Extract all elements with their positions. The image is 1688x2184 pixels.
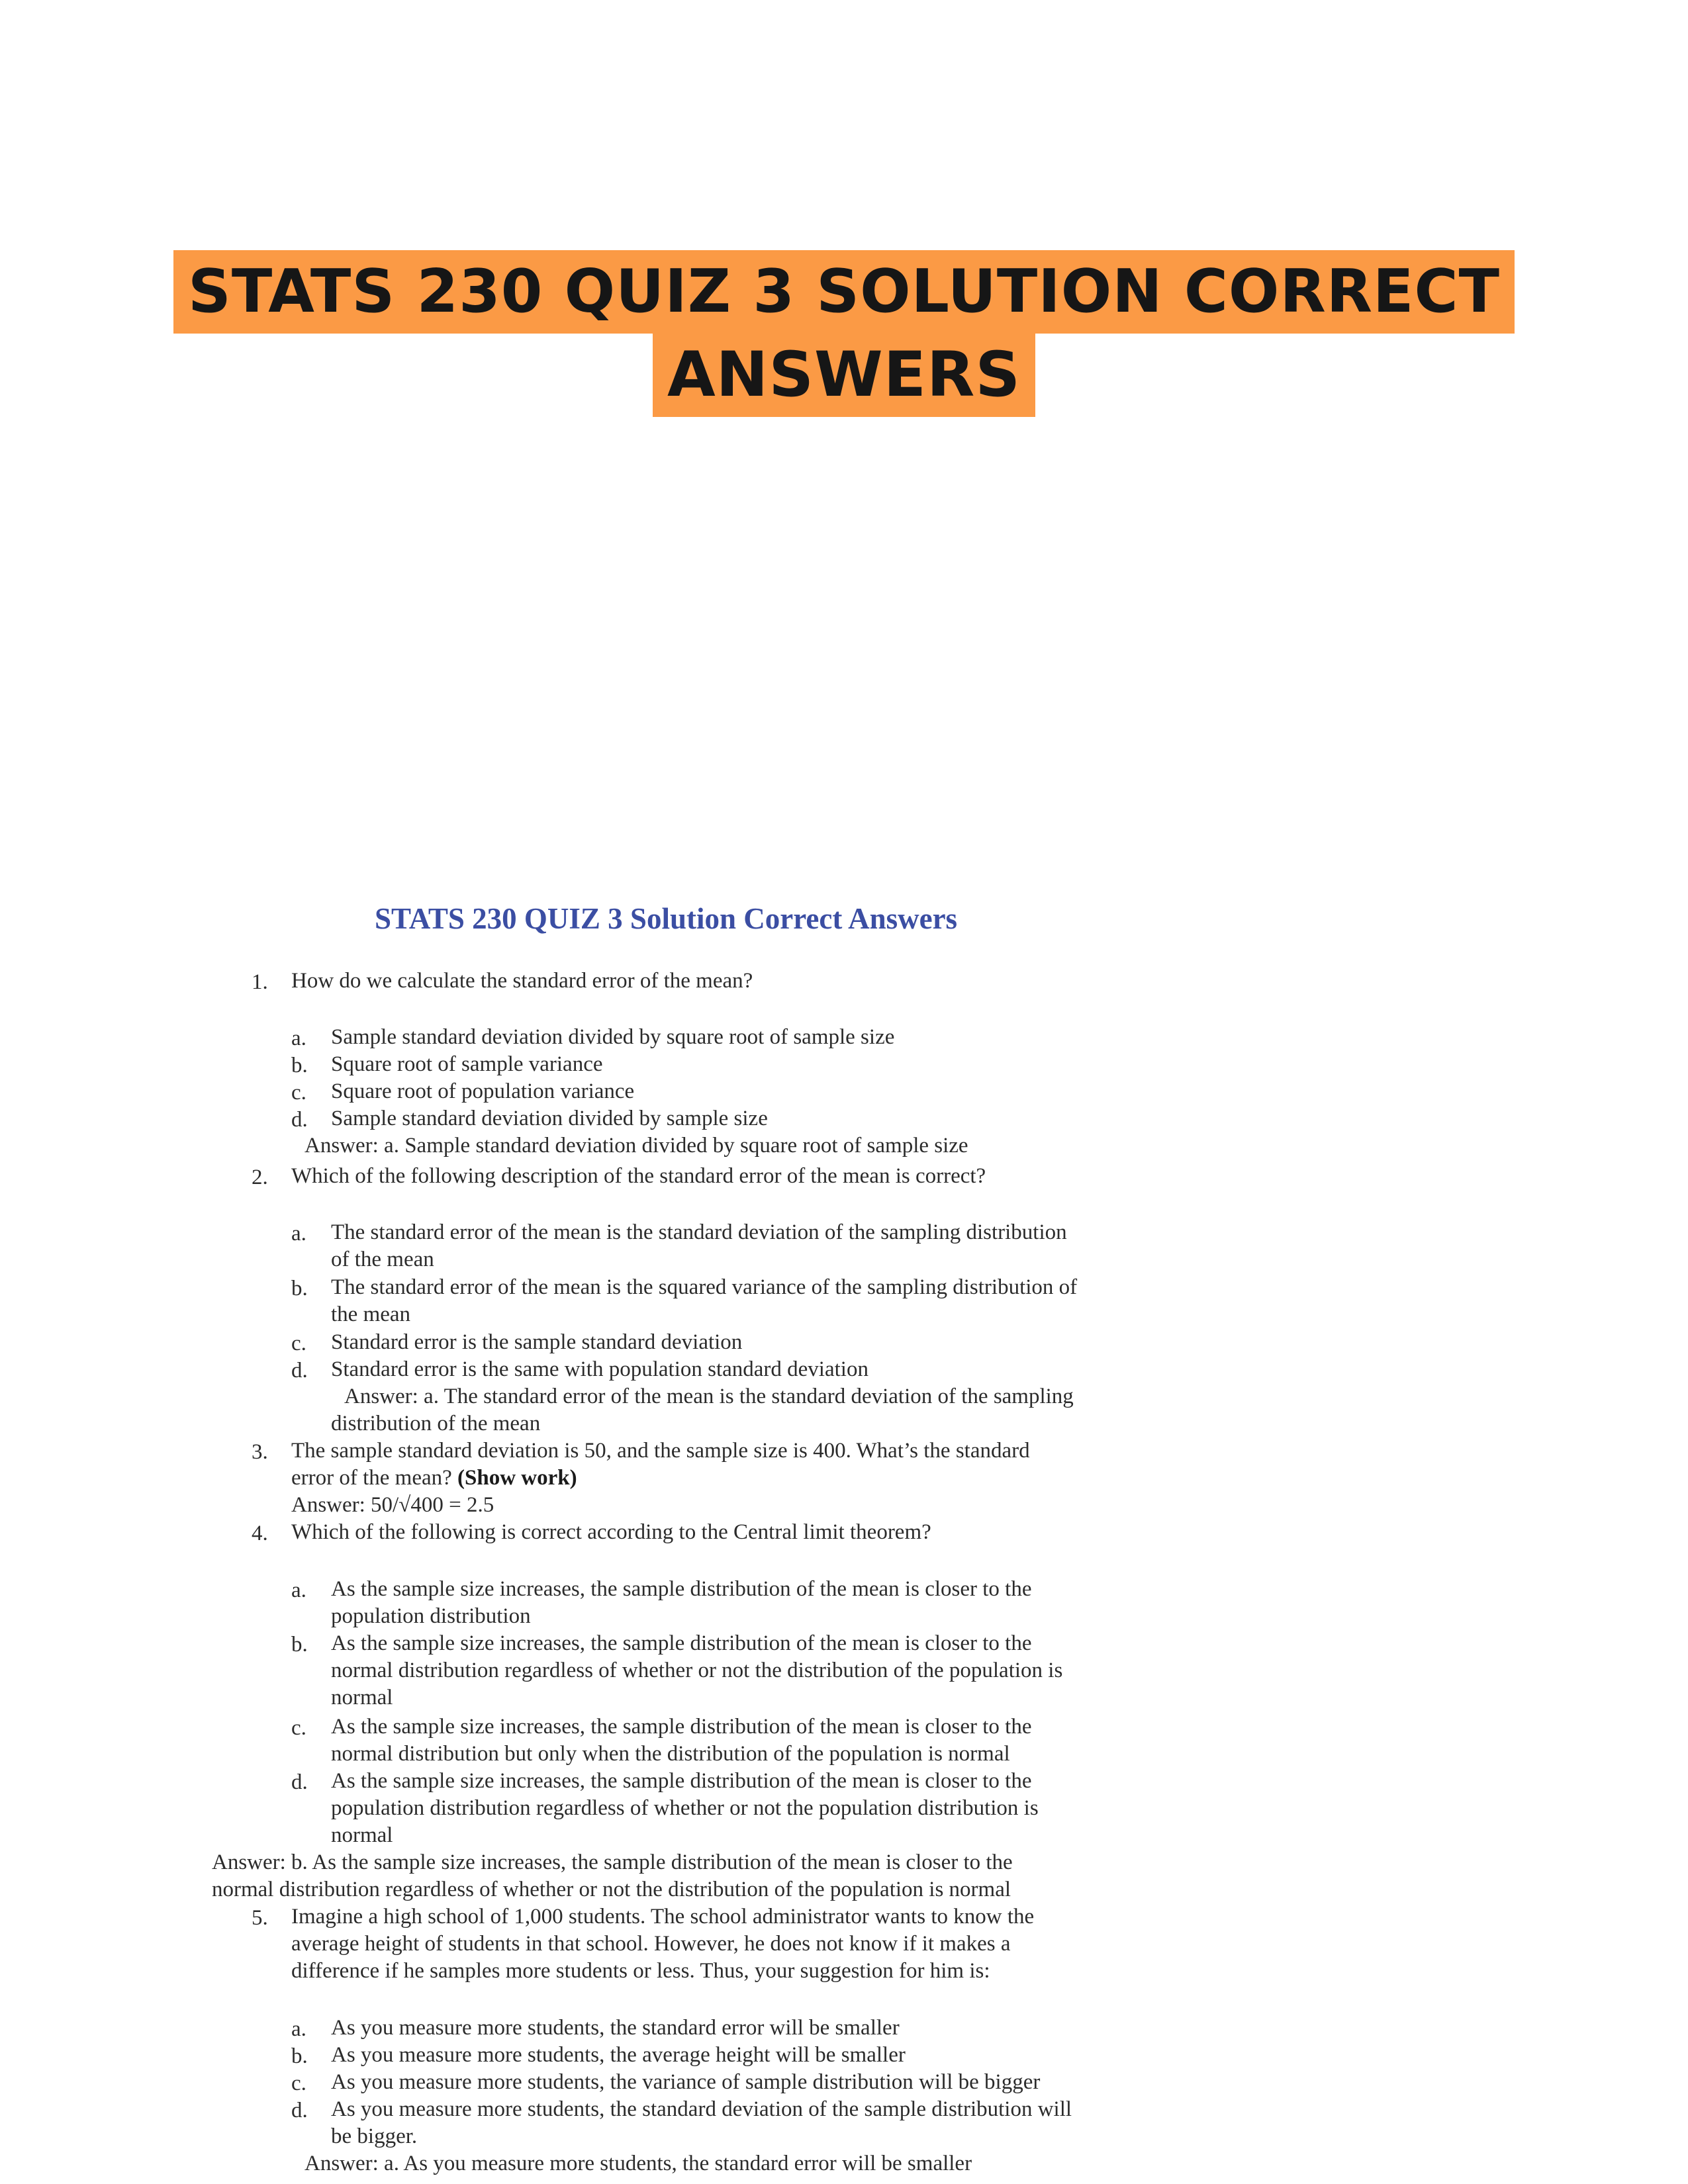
q2-option-c: Standard error is the sample standard deviation [331, 1330, 743, 1354]
q2-text: Which of the following description of the standard error of the mean is correct? [291, 1164, 986, 1188]
q2-option-b-line-2: the mean [331, 1302, 411, 1326]
q2-number: 2. [252, 1165, 268, 1189]
q1-option-a: Sample standard deviation divided by square root of sample size [331, 1025, 895, 1049]
q3-number: 3. [252, 1440, 268, 1464]
q5-text-line-3: difference if he samples more students or less. Thus, your suggestion for him is: [291, 1959, 990, 1983]
q2-option-b-line-1: The standard error of the mean is the squared variance of the sampling distribution of [331, 1275, 1078, 1299]
q2-option-d: Standard error is the same with population standard deviation [331, 1357, 868, 1381]
q4-option-letter: a. [291, 1578, 306, 1602]
q1-text: How do we calculate the standard error of the mean? [291, 969, 753, 993]
banner-title-line-2: ANSWERS [653, 334, 1035, 417]
q1-option-letter: b. [291, 1054, 308, 1077]
q1-option-letter: c. [291, 1081, 306, 1105]
q2-option-a-line-1: The standard error of the mean is the standard deviation of the sampling distribution [331, 1220, 1067, 1244]
q3-show-work: (Show work) [457, 1466, 577, 1490]
q3-text-line-1: The sample standard deviation is 50, and the sample size is 400. What’s the standard [291, 1439, 1030, 1463]
q4-option-a-line-2: population distribution [331, 1604, 531, 1628]
q2-answer-line-2: distribution of the mean [331, 1412, 541, 1435]
q5-option-letter: d. [291, 2099, 308, 2122]
q2-option-a-line-2: of the mean [331, 1248, 434, 1271]
q4-option-letter: c. [291, 1716, 306, 1740]
q1-option-c: Square root of population variance [331, 1079, 635, 1103]
q1-option-b: Square root of sample variance [331, 1052, 603, 1076]
q4-text: Which of the following is correct according to the Central limit theorem? [291, 1520, 931, 1544]
q2-option-letter: a. [291, 1222, 306, 1246]
q5-option-d-line-2: be bigger. [331, 2124, 418, 2148]
q5-text-line-2: average height of students in that school. However, he does not know if it makes a [291, 1932, 1011, 1956]
q5-option-c: As you measure more students, the variance of sample distribution will be bigger [331, 2070, 1041, 2094]
q3-text-line-2-prefix: error of the mean? [291, 1466, 452, 1490]
q4-option-letter: d. [291, 1770, 308, 1794]
q2-answer-line-1: Answer: a. The standard error of the mean is the standard deviation of the sampling [344, 1385, 1074, 1408]
q5-option-letter: a. [291, 2017, 306, 2041]
q3-answer: Answer: 50/√400 = 2.5 [291, 1493, 494, 1517]
q4-option-letter: b. [291, 1633, 308, 1657]
q4-option-c-line-2: normal distribution but only when the distribution of the population is normal [331, 1742, 1010, 1766]
q4-option-d-line-2: population distribution regardless of whether or not the population distribution is [331, 1796, 1039, 1820]
q1-option-d: Sample standard deviation divided by sample size [331, 1107, 768, 1130]
q5-option-a: As you measure more students, the standard error will be smaller [331, 2016, 900, 2040]
q4-answer-line-2: normal distribution regardless of whether or not the distribution of the population is normal [212, 1878, 1011, 1901]
q4-option-b-line-2: normal distribution regardless of whether or not the distribution of the population is [331, 1659, 1063, 1682]
q5-option-d-line-1: As you measure more students, the standard deviation of the sample distribution will [331, 2097, 1072, 2121]
q5-option-letter: c. [291, 2071, 306, 2095]
q5-answer: Answer: a. As you measure more students, the standard error will be smaller [305, 2152, 972, 2175]
q4-option-c-line-1: As the sample size increases, the sample distribution of the mean is closer to the [331, 1715, 1032, 1739]
q4-option-d-line-1: As the sample size increases, the sample distribution of the mean is closer to the [331, 1769, 1032, 1793]
q2-option-letter: c. [291, 1332, 306, 1355]
q5-option-letter: b. [291, 2044, 308, 2068]
q4-option-b-line-1: As the sample size increases, the sample distribution of the mean is closer to the [331, 1631, 1032, 1655]
q2-option-letter: d. [291, 1359, 308, 1383]
q1-option-letter: d. [291, 1108, 308, 1132]
q1-option-letter: a. [291, 1026, 306, 1050]
q1-number: 1. [252, 970, 268, 994]
q4-option-b-line-3: normal [331, 1686, 393, 1709]
q4-option-a-line-1: As the sample size increases, the sample distribution of the mean is closer to the [331, 1577, 1032, 1601]
banner-title-line-1: STATS 230 QUIZ 3 SOLUTION CORRECT [173, 250, 1515, 334]
q1-answer: Answer: a. Sample standard deviation divided by square root of sample size [305, 1134, 968, 1158]
q4-option-d-line-3: normal [331, 1823, 393, 1847]
q5-text-line-1: Imagine a high school of 1,000 students. The school administrator wants to know the [291, 1905, 1035, 1929]
q2-option-letter: b. [291, 1277, 308, 1300]
q4-answer-line-1: Answer: b. As the sample size increases, the sample distribution of the mean is closer to the [212, 1850, 1013, 1874]
q3-text-line-2 [291, 1465, 577, 1492]
document-title: STATS 230 QUIZ 3 Solution Correct Answers [375, 902, 958, 935]
q5-option-b: As you measure more students, the average height will be smaller [331, 2043, 906, 2067]
q4-number: 4. [252, 1522, 268, 1545]
q5-number: 5. [252, 1906, 268, 1930]
